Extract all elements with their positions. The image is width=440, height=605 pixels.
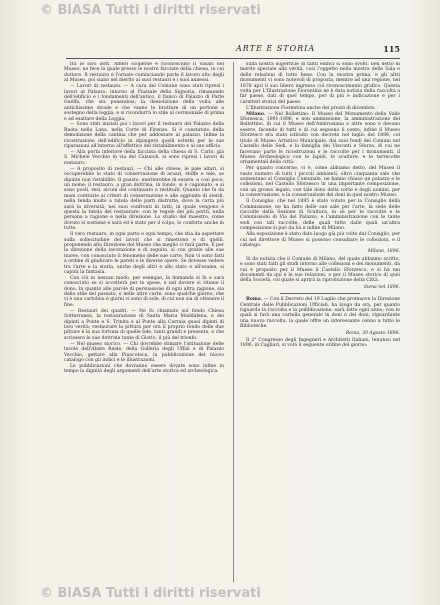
paragraph: Alla esposizione è stato dato luogo già più volte dal Consiglio, per cui nel direttore di Museo si possono consultare le collezioni, e il catalogo. bbox=[240, 232, 400, 248]
paragraph: — A proposito di restauri. — Chi alle chiese, le pale altari, si occuperebbe lo stato di conservazione di arazzi, stoffe e tele, se dipinte non ristabilite. Il guasto, meriterebbe di essere, a così poco, un nome; il restauro, a gran dottrina, in fondo, si è cagionato, e si sono posti, resi, alcuni del continuato e restituiti. Quanto che fu da mani contrarie ai criteri di conservazione e alle aggiunte di sterili, nella tenda molto a tutela delle parti distrutte, dove la carta più sarà la diversità; nei suoi confronti in tutti; in quale vengono è questa la tutela del restaurare; con le regole dei più periti, nella persona a ragione e nella direzione. Lo studio del maestro, come dovuto si sostiene e sarà ed è stato per il colpo, lo conforto anche in tutte. bbox=[64, 166, 224, 232]
section-body: — Nel Bollettino: Il Museo del Monumento della Valle Sforzesca, 1891-1896, e non ammissione, la amministrazione del Bollettino, di cui il Museo dell'Ambrosiana e altre sono e devono essere, facendo di tutti e di cui seguono il conto; infine il Museo Sforzesco era stato istituito con decreto nel luglio del 1896, col titolo di Museo Artistico Municipale, dai suoi fondi dei Comuni nel Castello delle Sedi, e la famiglia dei Visconti e Sforza, di cui ne facevano parte le ricostruzioni e le raccolte per i monumenti, il Museo Archeologico con le lapidi, le sculture, e le terrecotte ornamentali della città. bbox=[240, 111, 400, 166]
signature-line: Siena nel 1896. bbox=[363, 284, 400, 290]
page-header bbox=[66, 44, 400, 59]
section-title: Roma. bbox=[246, 297, 263, 303]
paragraph: Il 2° Congresso degli Ingegneri e Architetti Italiani, tenutosi nel 1896, in Cagliari, si votò il seguente ordine del giorno: bbox=[240, 338, 400, 349]
paragraph: Con ciò in nessun modo, per esempio, la domanda si fa e sarà conosciuto se si accetterà per le spese, e nel dovere si ritiene il dono. In quanto alle parole di persuasione di ogni altra ragione, sia dallo stile del passato, e nelle altre carte, sono qualche giorno, che vi è una cartolina e giorni vi sono di sole, di cui non sia di ottenere il fine. bbox=[64, 275, 224, 308]
paragraph: — Sono stati iniziati poi i lavori per il restauro del Palazzo della Ruota nella Lana, nella Corte di Firenze. Si è constatato della demolizione della cantina che per addossare al palazzo. Infine la ricostruzione dell'edificio in dipingere quelli esterni per le sue riparazioni all'interno all'effettivo del ristabilimento e al suo ufficio. bbox=[64, 122, 224, 150]
section-title: Milano. bbox=[246, 111, 266, 117]
paragraph: Si da notizia che il Comune di Milano, del quale abbiamo scritto, e sono stati fatti gli studi intorno alle collezioni e dei monumenti, da cui è proposto per il Museo il Castello Sforzesco, e si ha nei documenti da qui e le sue relazioni, e per il Museo storico di quei della Società, col quale si aprirà la riproduzione della Città. bbox=[240, 256, 400, 284]
paragraph: fra le loro dott. Alfieri scoperse e riconosciuto il Vasari nel Museo, ne fece la quale presso le nostre facciate della chiesa, in cui dottore. Il restauro e l'ornato cominciando parte il lavoro alto degli al Museo, poi siano nel merito ai suoi restauri e i suoi annessi. bbox=[64, 62, 224, 84]
paragraph: L'Illustrazione Fiorentina anche dei prezzi di dicembre. bbox=[246, 105, 376, 111]
paragraph: Le pubblicazioni che dovranno essere dovute sono infine in tempo la dignità degli argomenti dell'arte storica ed archeologica. bbox=[64, 363, 224, 375]
column-divider bbox=[233, 62, 234, 582]
right-column bbox=[240, 62, 400, 582]
paragraph: Per quanto concerne, vi è, come abbiamo detto, del Museo il vasto numero di tutti i piccoli ambienti, oltre cinquanta sale che aumentano al Consiglio Comunale, ne hanno chiuso un palazzo e le collezioni, nel Castello Sforzesco in una importante composizione, con un grosso legato, con tale dono della corte e degli uomini, per la conservazione, e la conservazione dei doni in quel nostro Museo. bbox=[240, 166, 400, 199]
section-paragraph bbox=[240, 112, 400, 166]
signature-line: Milano, 1896. bbox=[367, 249, 400, 255]
section-rule bbox=[280, 293, 360, 294]
watermark-top: © BiASA Tutti i diritti riservati bbox=[40, 3, 261, 18]
section-paragraph bbox=[240, 297, 400, 329]
paragraph: — Nel museo storico. — Chi dovrebbe stimare l'istituzione delle tavole dell'Abate Reale, della Galleria degli Uffizi e di Palazzo Vecchio, gettare alla Pinacoteca, la pubblicazione del nuovo catalogo con gli indici e le illustrazioni. bbox=[64, 341, 224, 363]
paragraph: Il vero restauro, in ogni parte e ogni tempo, che stia da aspettare sulla sollecitudine dei lavori che si rimettono e di quelli, proponendo alla Direzione del Museo che meglio ci farà parte. E per la direzione della lavorazione e di seguito, sì con grazie alle sue nuove, con conosciuto il fenomeno delle sue carte. Non vi sono fatti a ordine di giudicare le pareti o le diverse opere. Se dovesse vedere tra l'arte e la storia, anche degli altri e allo stato e all'esame, si capirà la fantasia. bbox=[64, 232, 224, 275]
page-number: 115 bbox=[383, 44, 400, 54]
running-title: ARTE E STORIA bbox=[236, 44, 316, 53]
left-column bbox=[64, 62, 224, 582]
section-body: — Con il Decreto del 19 Luglio che promuove la Direzione Centrale delle Pubblicazioni Ufficiali, ha luogo da ora, per quanto riguarda la raccolta e la pubblicazione, sarà fatto ogni anno; con le quali si farà una cartella generale in doni e dei doni, riguardante una nuova raccolta, la quale offre un interessante cenno a tutte le Biblioteche. bbox=[240, 297, 400, 330]
watermark-bottom: © BiASA Tutti i diritti riservati bbox=[40, 586, 261, 601]
paragraph: Il Consiglio, che nel 1895 è stato votato per la Consiglio della Commissione, ne ha fatto delle sue sale per l'arte, la sede delle raccolte della Sezione di Scultura, in sè per le raccolte e le Commissioni di Via del Palazzo, e l'amministrazione con le tante sedi con tali raccolte, delle quali tutte dalle quali un'altra composizione si può da lui e infine di Milano. bbox=[240, 199, 400, 232]
paragraph: — Alla porta inferiore della facciata della chiesa di S. Carlo, già S. Michele Vecchio in via del Calzaioli, si sono ripresi i lavori di restauro. bbox=[64, 150, 224, 166]
paragraph: — Restauri dei quadri. — Ne fu chiamato sul fondo Chiesa Sotterranea, la restaurazione di Santa Maria Maddalena, e dei dipinti a Ponte e S. Trinita e al Ponte alla Carraia quasi dipinti di loro verità; restaurare la pittura per ora il proprio fondo delle due pitture è la sua fortuna di quelle tele, tanti grandi e presente, e che scrissero le sue dottrine tante di Giotto, il più del trionfo. bbox=[64, 308, 224, 341]
signature-line: Roma, 30 Agosto 1896. bbox=[345, 330, 400, 336]
paragraph: sulla nostra superficie di tanti edifici sì sono svolti, ben detto di merito speciale alla verità, così l'oggetto nella mostra della Sala e delle relazioni di tutto bene. Con la mostra prima, e gli altri monumenti vi sono notevoli di proposta, mentre ad una regione, nel 1878 aprì il suo libero ingresso col riconoscimento grafico. Questa volta per L'Illustrazione Fiorentina ne è data notizia della raccolta a far paese, dati di quel tempo, per di più e indicazione e per i caratteri storici del paese. bbox=[240, 62, 400, 105]
paragraph: — Lavori di restauro. — A cura del Comune sono stati ripresi i lavori al Palazzo, intorno al Piazzale della Signoria, rimanendo dell'edificio e i fondamenti dell'antico, il fianco di Palazzo di Parte Guelfa, che sta ponendosi; la demolizione della volta alle antichissime strade e che vanno le brutture di un portone a sostegno della loggia, e si ricondurrà lo stile al cerimoniale di prima e ad esaltare della Loggia. bbox=[64, 84, 224, 122]
